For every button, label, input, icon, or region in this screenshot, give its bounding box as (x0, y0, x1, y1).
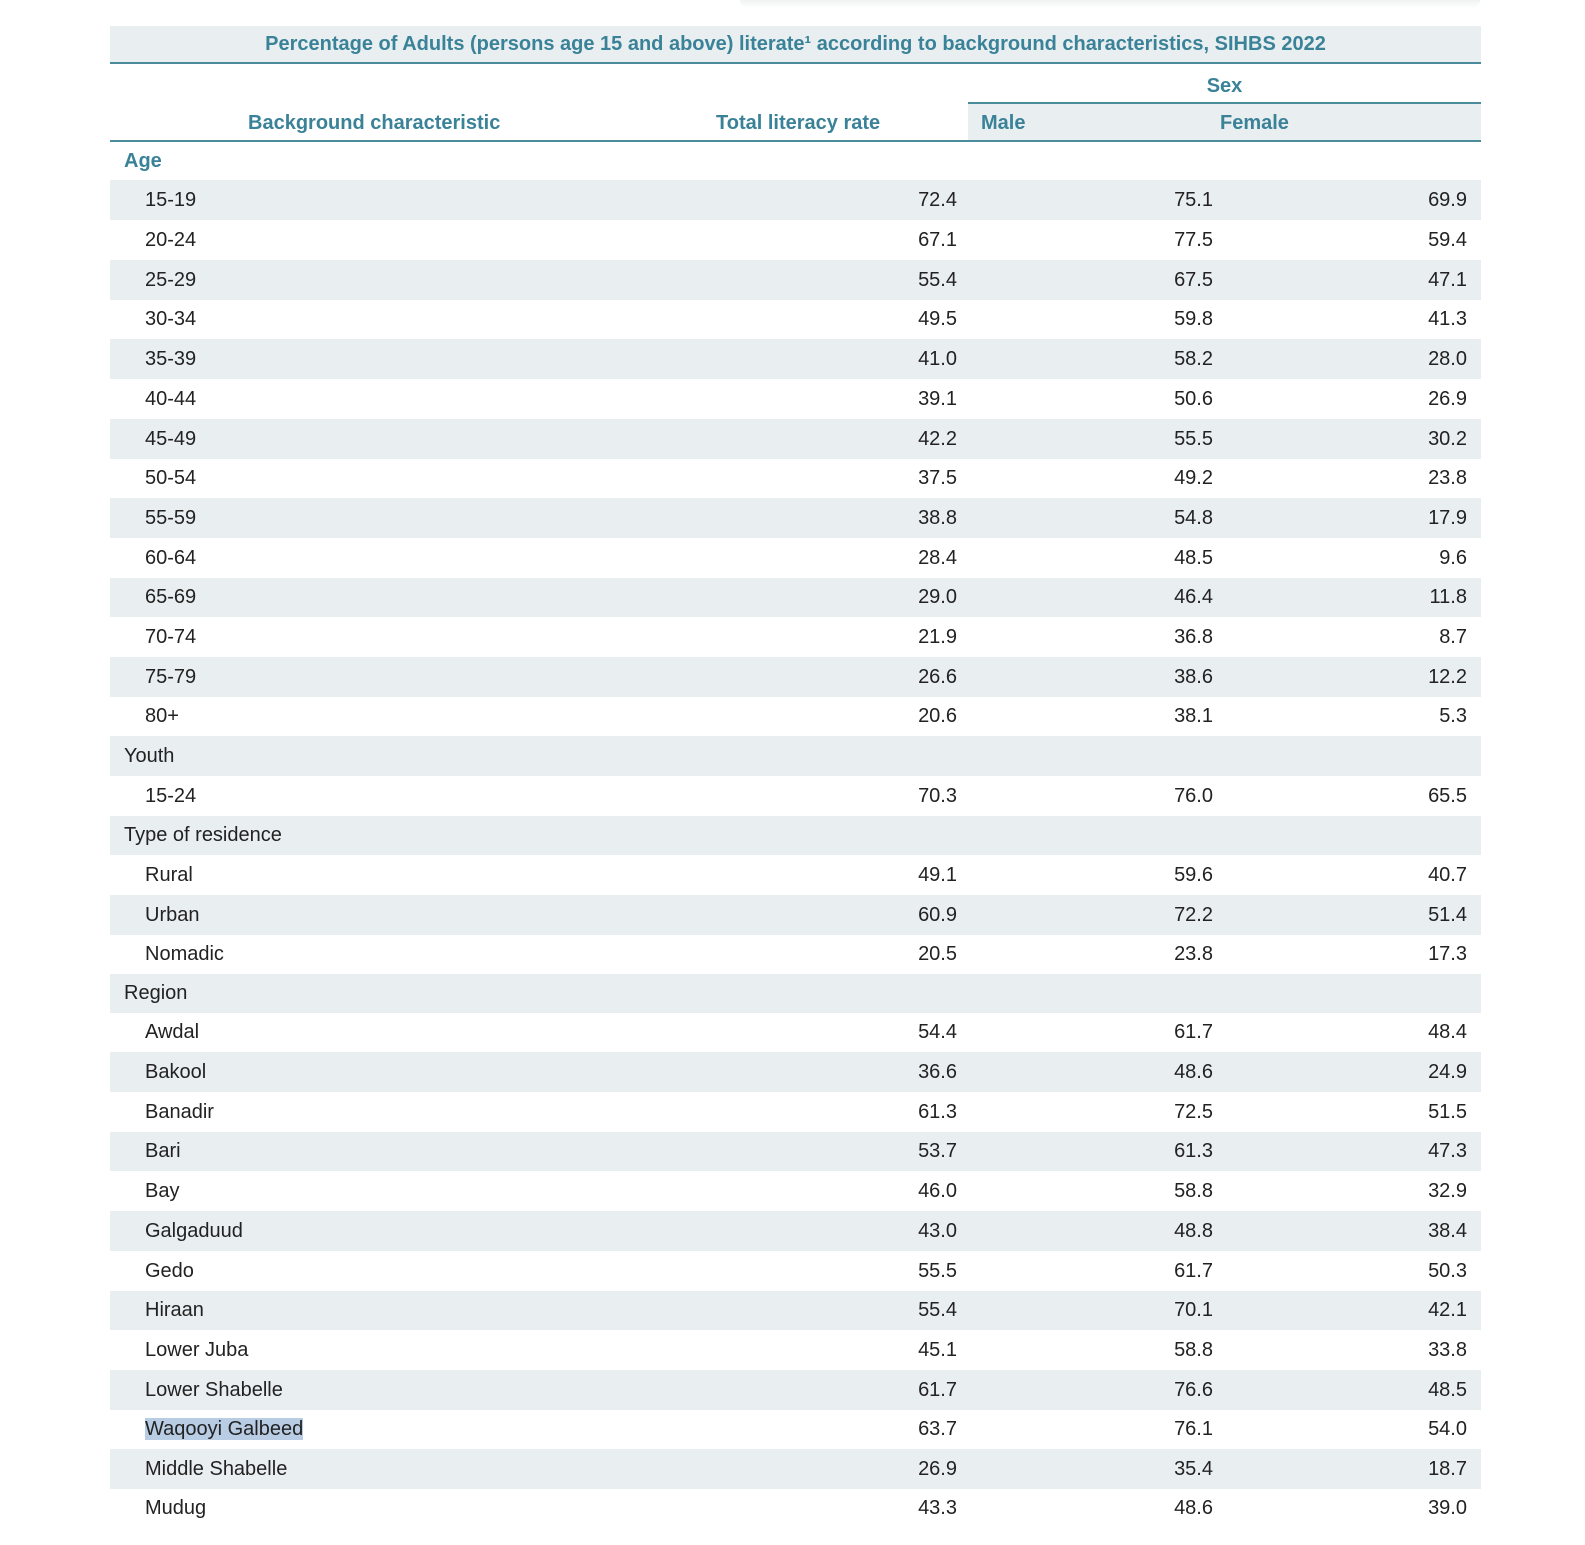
group-header-row (110, 974, 1481, 1013)
table-row (110, 657, 1481, 697)
table-row (110, 260, 1481, 300)
table-body (110, 142, 1481, 1528)
cell-female: 51.4 (1428, 904, 1467, 926)
group-label: Region (124, 982, 188, 1004)
cell-male: 55.5 (1174, 428, 1213, 450)
table-row (110, 339, 1481, 379)
cell-male: 38.1 (1174, 705, 1213, 727)
cell-total: 49.5 (918, 308, 957, 330)
cell-male: 61.7 (1174, 1260, 1213, 1282)
cell-male: 50.6 (1174, 388, 1213, 410)
cell-female: 54.0 (1428, 1418, 1467, 1440)
cell-male: 61.7 (1174, 1021, 1213, 1043)
table-row (110, 1013, 1481, 1052)
cell-total: 45.1 (918, 1339, 957, 1361)
cell-female: 9.6 (1439, 547, 1467, 569)
cell-female: 23.8 (1428, 467, 1467, 489)
row-label: 50-54 (145, 467, 197, 489)
page-top-shadow (740, 0, 1480, 8)
cell-male: 59.8 (1174, 308, 1213, 330)
cell-total: 60.9 (918, 904, 957, 926)
table-row (110, 220, 1481, 260)
cell-total: 29.0 (918, 586, 957, 608)
table-title: Percentage of Adults (persons age 15 and above) literate¹ according to background characteristics, SIHBS 2022 (110, 26, 1481, 64)
cell-female: 5.3 (1439, 705, 1467, 727)
row-label: Lower Juba (145, 1339, 249, 1361)
cell-total: 42.2 (918, 428, 957, 450)
row-label: Gedo (145, 1260, 194, 1282)
cell-male: 46.4 (1174, 586, 1213, 608)
cell-male: 58.8 (1174, 1339, 1213, 1361)
row-label: 20-24 (145, 229, 197, 251)
cell-total: 21.9 (918, 626, 957, 648)
cell-female: 38.4 (1428, 1220, 1467, 1242)
cell-male: 76.0 (1174, 785, 1213, 807)
cell-total: 26.6 (918, 666, 957, 688)
cell-total: 43.0 (918, 1220, 957, 1242)
cell-total: 43.3 (918, 1497, 957, 1519)
row-label (145, 1410, 303, 1449)
cell-female: 59.4 (1428, 229, 1467, 251)
table-row (110, 776, 1481, 816)
cell-female: 48.4 (1428, 1021, 1467, 1043)
table-row (110, 498, 1481, 538)
table-row (110, 1171, 1481, 1211)
row-label: Galgaduud (145, 1220, 243, 1242)
cell-female: 69.9 (1428, 189, 1467, 211)
cell-female: 28.0 (1428, 348, 1467, 370)
header-male: Male (981, 112, 1026, 134)
cell-male: 49.2 (1174, 467, 1213, 489)
cell-total: 36.6 (918, 1061, 957, 1083)
cell-female: 41.3 (1428, 308, 1467, 330)
table-row (110, 1092, 1481, 1132)
cell-male: 54.8 (1174, 507, 1213, 529)
table-row (110, 538, 1481, 578)
table-row (110, 1489, 1481, 1528)
header-sex: Sex (1206, 75, 1243, 97)
table-row (110, 1132, 1481, 1171)
cell-male: 48.6 (1174, 1497, 1213, 1519)
cell-male: 35.4 (1174, 1458, 1213, 1480)
row-label: 15-24 (145, 785, 197, 807)
row-label: 25-29 (145, 269, 197, 291)
row-label: Middle Shabelle (145, 1458, 288, 1480)
group-header-row (110, 736, 1481, 776)
cell-female: 33.8 (1428, 1339, 1467, 1361)
table-row (110, 459, 1481, 498)
cell-female: 40.7 (1428, 864, 1467, 886)
cell-total: 38.8 (918, 507, 957, 529)
cell-total: 63.7 (918, 1418, 957, 1440)
cell-total: 72.4 (918, 189, 957, 211)
cell-male: 72.2 (1174, 904, 1213, 926)
group-label: Age (124, 150, 162, 172)
table-row (110, 419, 1481, 459)
cell-female: 11.8 (1429, 586, 1467, 608)
cell-male: 76.1 (1174, 1418, 1213, 1440)
cell-total: 67.1 (918, 229, 957, 251)
row-label: 40-44 (145, 388, 197, 410)
selected-text: Waqooyi Galbeed (145, 1418, 304, 1440)
group-header-row (110, 142, 1481, 180)
table-row (110, 1251, 1481, 1291)
cell-female: 51.5 (1428, 1101, 1467, 1123)
cell-female: 30.2 (1428, 428, 1467, 450)
cell-total: 39.1 (918, 388, 957, 410)
cell-female: 47.1 (1428, 269, 1467, 291)
cell-total: 20.6 (918, 705, 957, 727)
table-row (110, 300, 1481, 339)
table-row (110, 180, 1481, 220)
cell-female: 12.2 (1428, 666, 1467, 688)
cell-total: 54.4 (918, 1021, 957, 1043)
row-label: Bakool (145, 1061, 207, 1083)
cell-female: 39.0 (1428, 1497, 1467, 1519)
cell-male: 23.8 (1174, 943, 1213, 965)
row-label: Mudug (145, 1497, 207, 1519)
cell-total: 46.0 (918, 1180, 957, 1202)
cell-total: 28.4 (918, 547, 957, 569)
cell-male: 36.8 (1174, 626, 1213, 648)
cell-male: 58.8 (1174, 1180, 1213, 1202)
cell-male: 70.1 (1174, 1299, 1213, 1321)
cell-total: 55.5 (918, 1260, 957, 1282)
cell-female: 48.5 (1428, 1379, 1467, 1401)
table-row (110, 1370, 1481, 1410)
cell-male: 77.5 (1174, 229, 1213, 251)
cell-total: 26.9 (918, 1458, 957, 1480)
table-row (110, 578, 1481, 617)
cell-male: 48.6 (1174, 1061, 1213, 1083)
cell-female: 47.3 (1428, 1140, 1467, 1162)
row-label: 45-49 (145, 428, 197, 450)
cell-female: 65.5 (1428, 785, 1467, 807)
table-row (110, 855, 1481, 895)
sex-group-rule (968, 102, 1481, 104)
row-label: Rural (145, 864, 193, 886)
group-label: Youth (124, 745, 175, 767)
row-label: Bari (145, 1140, 181, 1162)
cell-male: 72.5 (1174, 1101, 1213, 1123)
cell-total: 20.5 (918, 943, 957, 965)
cell-female: 26.9 (1428, 388, 1467, 410)
cell-female: 42.1 (1428, 1299, 1467, 1321)
cell-male: 38.6 (1174, 666, 1213, 688)
table-row (110, 617, 1481, 657)
cell-male: 59.6 (1174, 864, 1213, 886)
cell-total: 53.7 (918, 1140, 957, 1162)
row-label: Awdal (145, 1021, 200, 1043)
header-background-characteristic: Background characteristic (248, 112, 501, 134)
table-row (110, 379, 1481, 419)
cell-female: 32.9 (1428, 1180, 1467, 1202)
table-row (110, 697, 1481, 736)
cell-female: 17.3 (1428, 943, 1467, 965)
table-row (110, 1330, 1481, 1370)
table-header (110, 64, 1481, 142)
row-label: Nomadic (145, 943, 224, 965)
cell-total: 49.1 (918, 864, 957, 886)
cell-total: 37.5 (918, 467, 957, 489)
cell-total: 41.0 (918, 348, 957, 370)
row-label: 70-74 (145, 626, 197, 648)
table-row (110, 1052, 1481, 1092)
cell-total: 61.3 (918, 1101, 957, 1123)
cell-female: 8.7 (1439, 626, 1467, 648)
cell-male: 67.5 (1174, 269, 1213, 291)
cell-male: 48.8 (1174, 1220, 1213, 1242)
row-label: 75-79 (145, 666, 197, 688)
table-row (110, 895, 1481, 935)
group-label: Type of residence (124, 824, 282, 846)
cell-male: 76.6 (1174, 1379, 1213, 1401)
row-label: Bay (145, 1180, 180, 1202)
row-label: Urban (145, 904, 200, 926)
row-label: Banadir (145, 1101, 214, 1123)
cell-female: 24.9 (1428, 1061, 1467, 1083)
row-label: 35-39 (145, 348, 197, 370)
row-label: 65-69 (145, 586, 197, 608)
cell-male: 61.3 (1174, 1140, 1213, 1162)
cell-female: 50.3 (1428, 1260, 1467, 1282)
row-label: 80+ (145, 705, 179, 727)
table-row (110, 1211, 1481, 1251)
row-label: 30-34 (145, 308, 197, 330)
header-female: Female (1220, 112, 1289, 134)
cell-male: 58.2 (1174, 348, 1213, 370)
cell-total: 55.4 (918, 1299, 957, 1321)
row-label: Lower Shabelle (145, 1379, 283, 1401)
row-label: 60-64 (145, 547, 197, 569)
literacy-table (110, 26, 1481, 1528)
cell-female: 18.7 (1428, 1458, 1467, 1480)
cell-total: 61.7 (918, 1379, 957, 1401)
cell-total: 70.3 (918, 785, 957, 807)
table-row (110, 935, 1481, 974)
table-row (110, 1449, 1481, 1489)
row-label: Hiraan (145, 1299, 204, 1321)
cell-total: 55.4 (918, 269, 957, 291)
cell-male: 75.1 (1174, 189, 1213, 211)
cell-male: 48.5 (1174, 547, 1213, 569)
row-label: 15-19 (145, 189, 197, 211)
group-header-row (110, 816, 1481, 855)
table-row (110, 1291, 1481, 1330)
header-total-literacy-rate: Total literacy rate (716, 112, 881, 134)
row-label: 55-59 (145, 507, 197, 529)
cell-female: 17.9 (1428, 507, 1467, 529)
table-row (110, 1410, 1481, 1449)
